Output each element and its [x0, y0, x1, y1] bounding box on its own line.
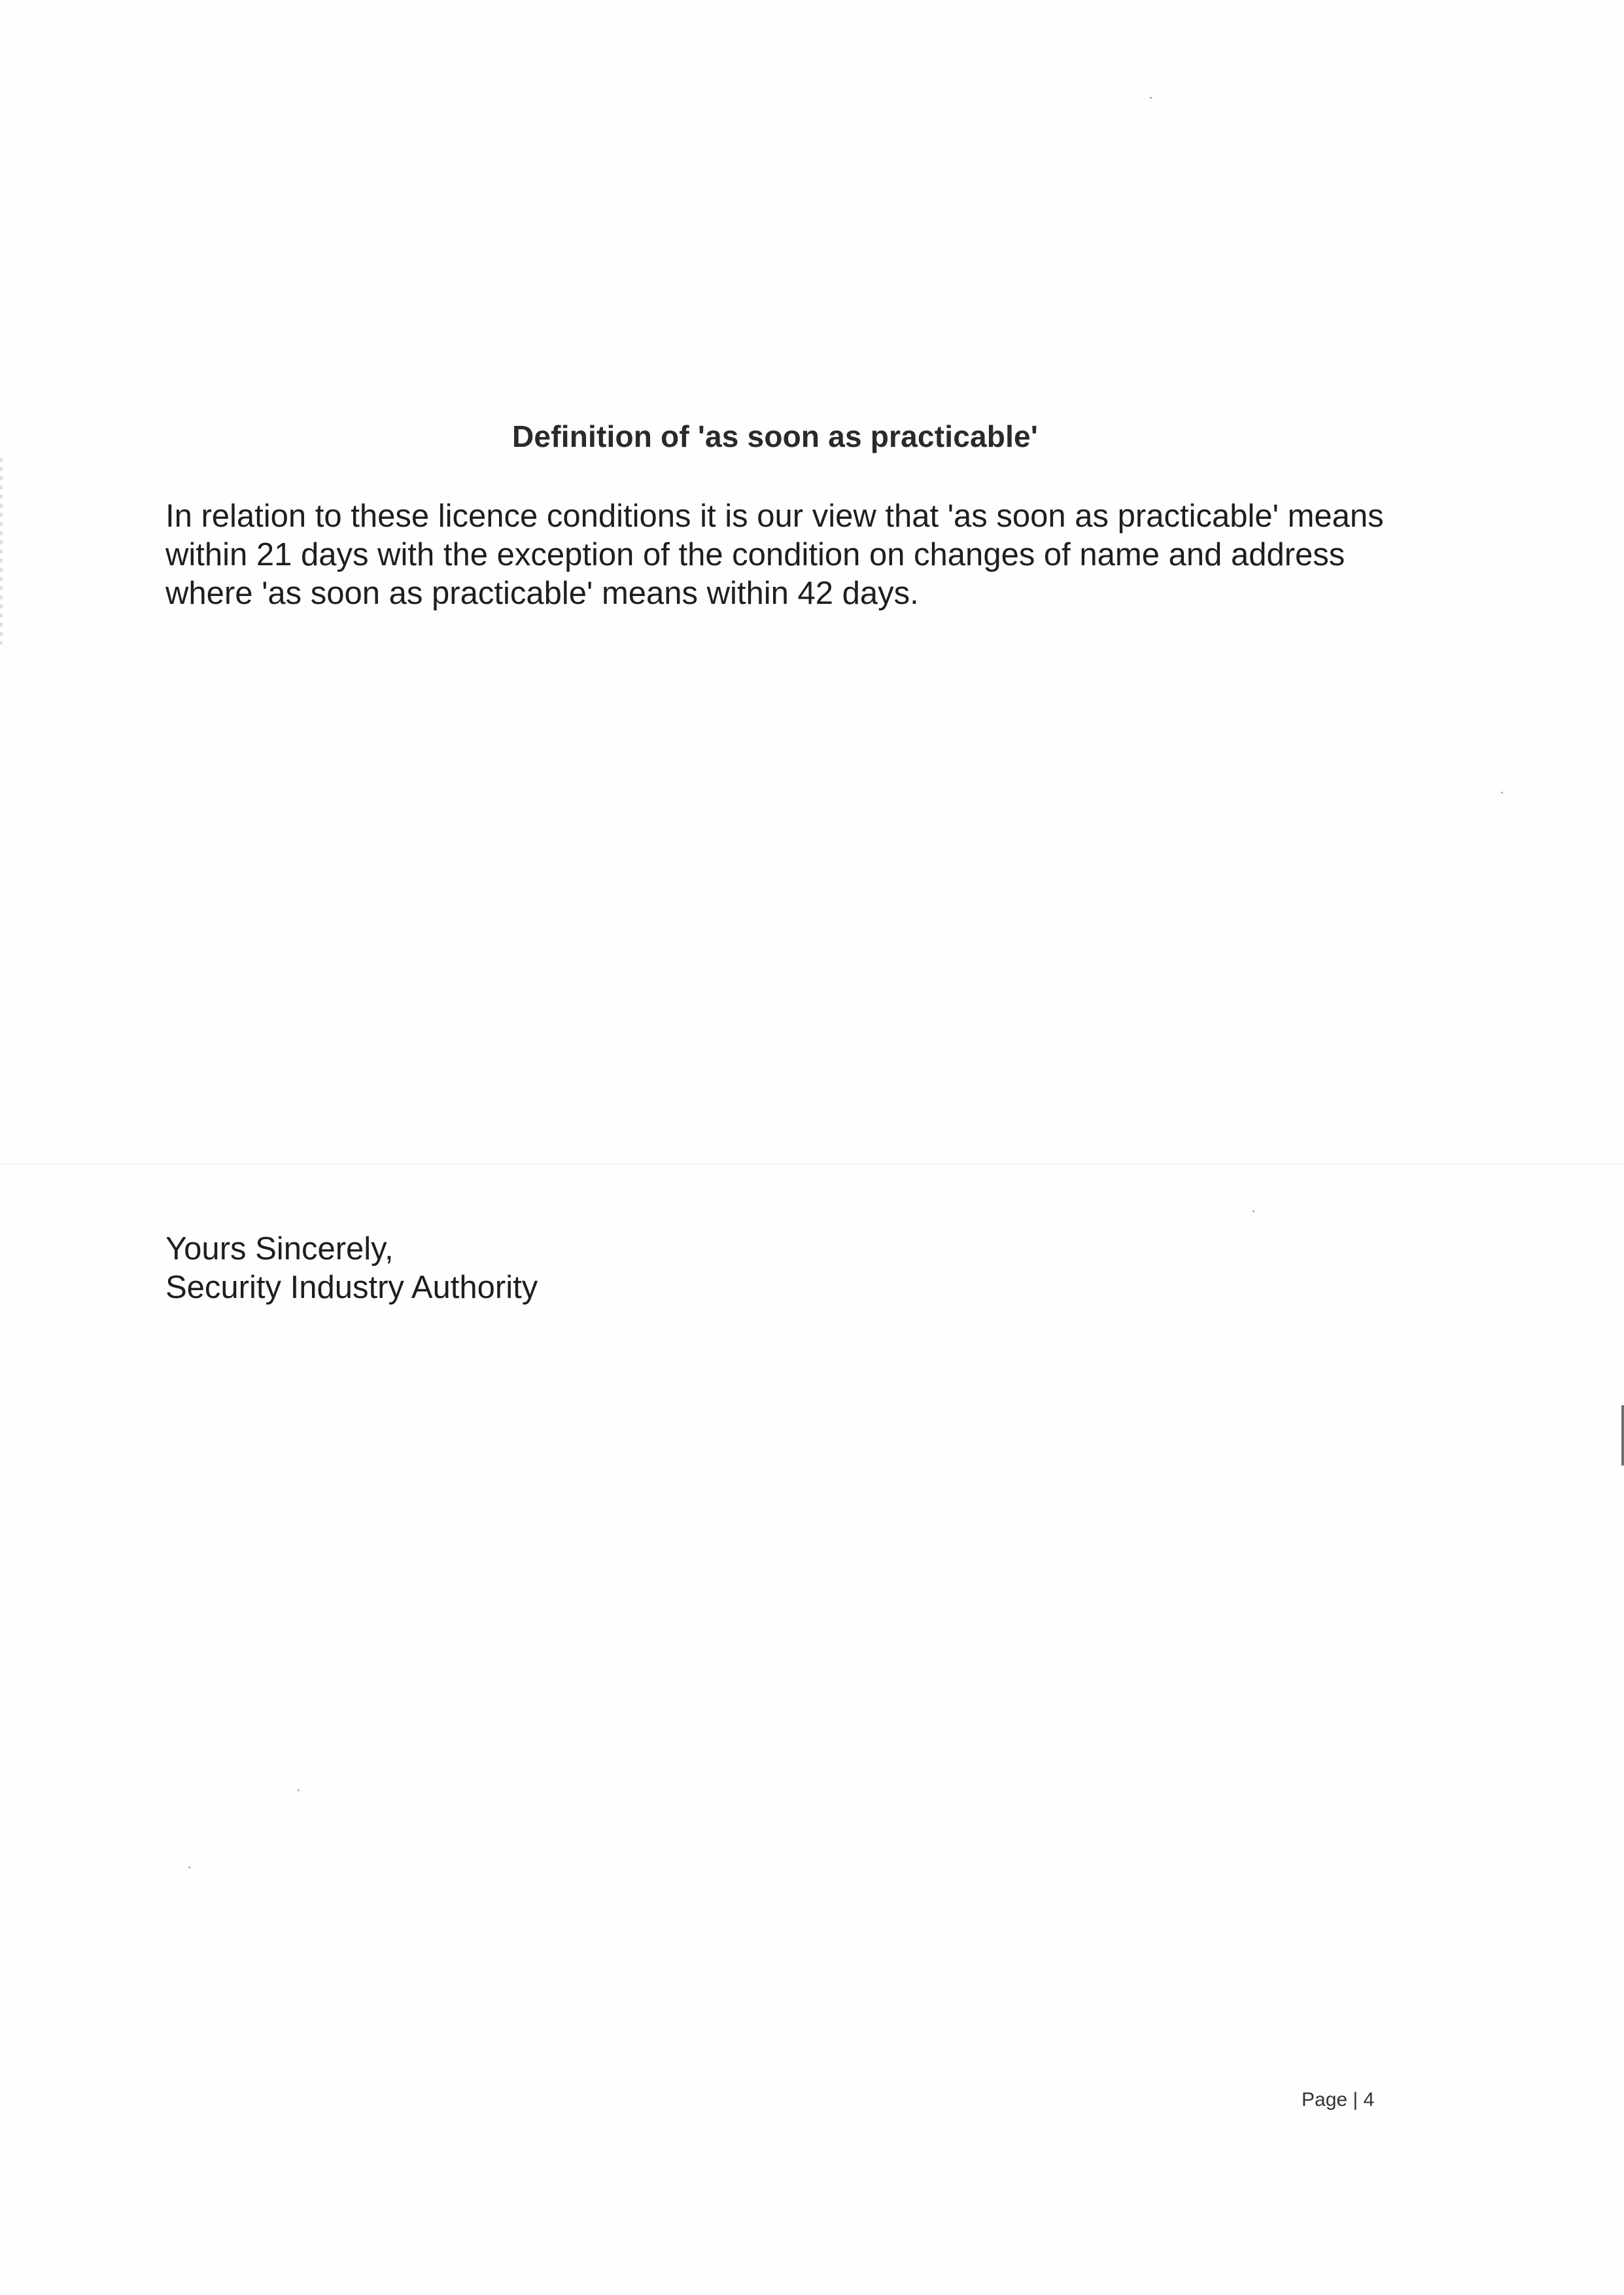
definition-paragraph: In relation to these licence conditions it is our view that 'as soon as practicable' means within 21 days with the exception of the condition on changes of name and address where 'as soon as practicable' means within 42 days. — [165, 499, 1384, 611]
paper-fold-line — [0, 1163, 1624, 1165]
section-heading: Definition of 'as soon as practicable' — [512, 419, 1038, 453]
letter-closing — [165, 1230, 538, 1307]
salutation: Yours Sincerely, — [165, 1231, 394, 1267]
scan-speck — [188, 1866, 190, 1868]
scan-speck — [1150, 97, 1152, 99]
scan-speck — [1253, 1210, 1254, 1212]
signatory: Security Industry Authority — [165, 1270, 538, 1305]
scan-edge-mark — [1621, 1405, 1624, 1465]
scan-margin-mark — [0, 458, 3, 644]
scan-speck — [298, 1789, 300, 1791]
scan-speck — [1501, 792, 1503, 794]
page-number: Page | 4 — [1302, 2089, 1375, 2111]
